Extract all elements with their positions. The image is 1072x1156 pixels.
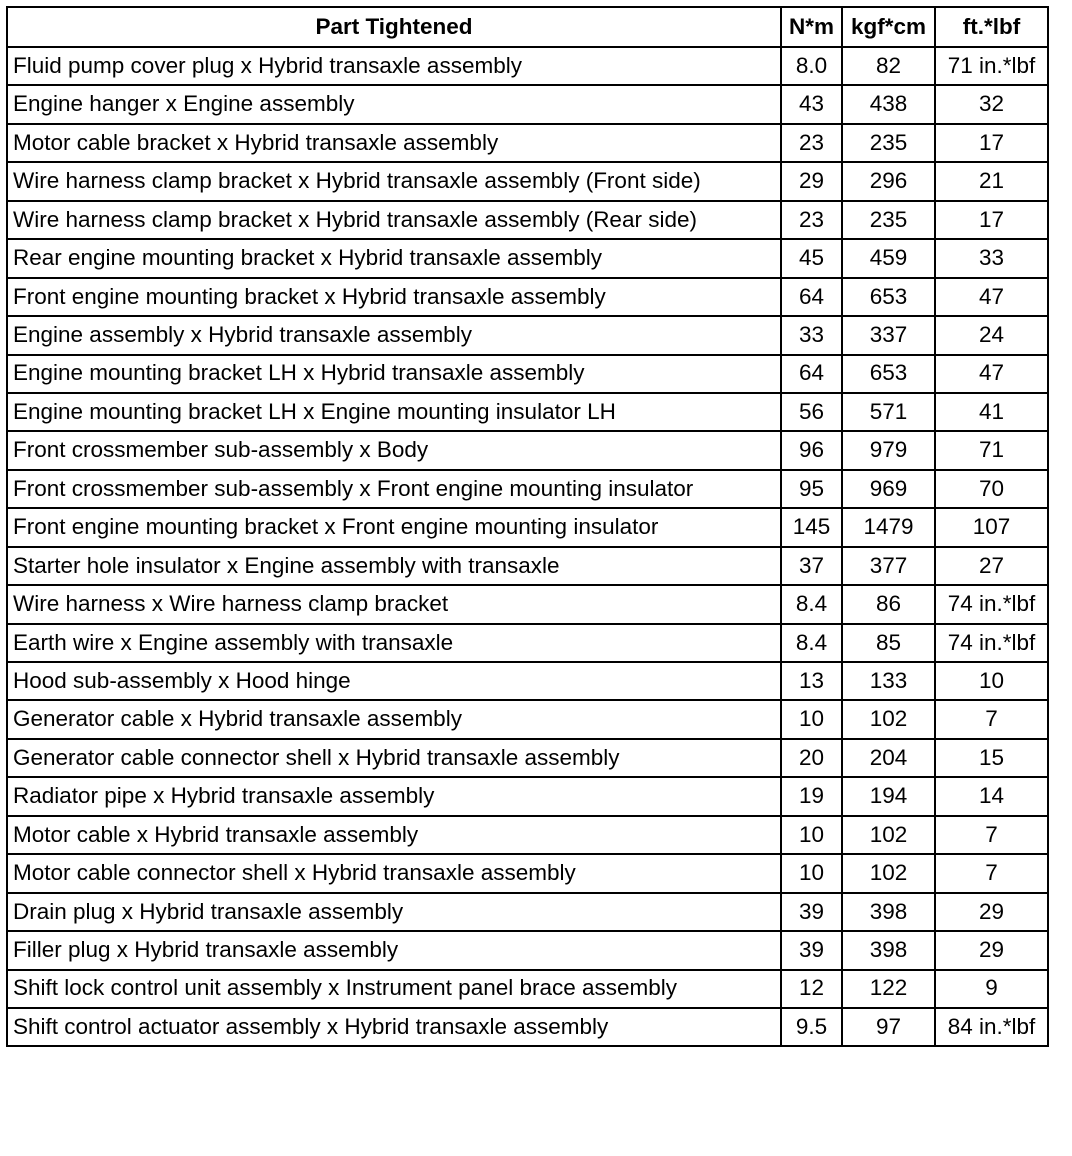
table-row	[7, 662, 1048, 700]
nm-cell: 39	[781, 893, 842, 931]
part-cell: Motor cable x Hybrid transaxle assembly	[7, 816, 781, 854]
kgf-cm-cell: 97	[842, 1008, 935, 1046]
ft-lbf-cell: 24	[935, 316, 1048, 354]
ft-lbf-cell: 21	[935, 162, 1048, 200]
nm-cell: 64	[781, 278, 842, 316]
kgf-cm-cell: 337	[842, 316, 935, 354]
kgf-cm-cell: 1479	[842, 508, 935, 546]
part-cell: Wire harness clamp bracket x Hybrid transaxle assembly (Front side)	[7, 162, 781, 200]
header-kgf-cm: kgf*cm	[842, 7, 935, 47]
kgf-cm-cell: 398	[842, 893, 935, 931]
table-row	[7, 47, 1048, 85]
kgf-cm-cell: 86	[842, 585, 935, 623]
nm-cell: 23	[781, 201, 842, 239]
part-cell: Front crossmember sub-assembly x Body	[7, 431, 781, 469]
part-cell: Front engine mounting bracket x Front engine mounting insulator	[7, 508, 781, 546]
nm-cell: 45	[781, 239, 842, 277]
table-row	[7, 162, 1048, 200]
kgf-cm-cell: 296	[842, 162, 935, 200]
ft-lbf-cell: 29	[935, 893, 1048, 931]
kgf-cm-cell: 122	[842, 970, 935, 1008]
nm-cell: 10	[781, 854, 842, 892]
kgf-cm-cell: 102	[842, 700, 935, 738]
table-row	[7, 1008, 1048, 1046]
table-row	[7, 201, 1048, 239]
nm-cell: 23	[781, 124, 842, 162]
ft-lbf-cell: 32	[935, 85, 1048, 123]
part-cell: Engine mounting bracket LH x Engine mounting insulator LH	[7, 393, 781, 431]
header-row	[7, 7, 1048, 47]
nm-cell: 19	[781, 777, 842, 815]
table-row	[7, 470, 1048, 508]
kgf-cm-cell: 459	[842, 239, 935, 277]
part-cell: Shift lock control unit assembly x Instrument panel brace assembly	[7, 970, 781, 1008]
table-row	[7, 239, 1048, 277]
part-cell: Filler plug x Hybrid transaxle assembly	[7, 931, 781, 969]
table-body	[7, 47, 1048, 1046]
table-row	[7, 931, 1048, 969]
ft-lbf-cell: 74 in.*lbf	[935, 585, 1048, 623]
table-row	[7, 316, 1048, 354]
kgf-cm-cell: 82	[842, 47, 935, 85]
kgf-cm-cell: 85	[842, 624, 935, 662]
ft-lbf-cell: 41	[935, 393, 1048, 431]
table-row	[7, 547, 1048, 585]
part-cell: Generator cable x Hybrid transaxle assembly	[7, 700, 781, 738]
ft-lbf-cell: 15	[935, 739, 1048, 777]
table-row	[7, 816, 1048, 854]
part-cell: Engine mounting bracket LH x Hybrid transaxle assembly	[7, 355, 781, 393]
ft-lbf-cell: 7	[935, 700, 1048, 738]
part-cell: Shift control actuator assembly x Hybrid transaxle assembly	[7, 1008, 781, 1046]
kgf-cm-cell: 571	[842, 393, 935, 431]
ft-lbf-cell: 107	[935, 508, 1048, 546]
table-row	[7, 508, 1048, 546]
ft-lbf-cell: 70	[935, 470, 1048, 508]
nm-cell: 56	[781, 393, 842, 431]
ft-lbf-cell: 14	[935, 777, 1048, 815]
part-cell: Wire harness clamp bracket x Hybrid transaxle assembly (Rear side)	[7, 201, 781, 239]
nm-cell: 9.5	[781, 1008, 842, 1046]
ft-lbf-cell: 71 in.*lbf	[935, 47, 1048, 85]
table-row	[7, 970, 1048, 1008]
table-row	[7, 777, 1048, 815]
nm-cell: 12	[781, 970, 842, 1008]
ft-lbf-cell: 47	[935, 355, 1048, 393]
part-cell: Drain plug x Hybrid transaxle assembly	[7, 893, 781, 931]
torque-spec-table	[6, 6, 1049, 1047]
table-row	[7, 393, 1048, 431]
table-row	[7, 355, 1048, 393]
nm-cell: 145	[781, 508, 842, 546]
ft-lbf-cell: 47	[935, 278, 1048, 316]
nm-cell: 43	[781, 85, 842, 123]
kgf-cm-cell: 204	[842, 739, 935, 777]
table-row	[7, 85, 1048, 123]
nm-cell: 8.4	[781, 624, 842, 662]
part-cell: Rear engine mounting bracket x Hybrid transaxle assembly	[7, 239, 781, 277]
table-row	[7, 893, 1048, 931]
ft-lbf-cell: 74 in.*lbf	[935, 624, 1048, 662]
kgf-cm-cell: 653	[842, 355, 935, 393]
part-cell: Front engine mounting bracket x Hybrid transaxle assembly	[7, 278, 781, 316]
kgf-cm-cell: 235	[842, 124, 935, 162]
ft-lbf-cell: 17	[935, 201, 1048, 239]
part-cell: Generator cable connector shell x Hybrid transaxle assembly	[7, 739, 781, 777]
nm-cell: 33	[781, 316, 842, 354]
header-nm: N*m	[781, 7, 842, 47]
nm-cell: 37	[781, 547, 842, 585]
nm-cell: 29	[781, 162, 842, 200]
ft-lbf-cell: 71	[935, 431, 1048, 469]
header-part-tightened: Part Tightened	[7, 7, 781, 47]
ft-lbf-cell: 7	[935, 854, 1048, 892]
part-cell: Engine assembly x Hybrid transaxle assembly	[7, 316, 781, 354]
kgf-cm-cell: 235	[842, 201, 935, 239]
part-cell: Radiator pipe x Hybrid transaxle assembly	[7, 777, 781, 815]
kgf-cm-cell: 102	[842, 854, 935, 892]
table-row	[7, 739, 1048, 777]
nm-cell: 39	[781, 931, 842, 969]
kgf-cm-cell: 194	[842, 777, 935, 815]
nm-cell: 96	[781, 431, 842, 469]
kgf-cm-cell: 398	[842, 931, 935, 969]
table-row	[7, 431, 1048, 469]
kgf-cm-cell: 969	[842, 470, 935, 508]
kgf-cm-cell: 377	[842, 547, 935, 585]
table-row	[7, 854, 1048, 892]
nm-cell: 13	[781, 662, 842, 700]
kgf-cm-cell: 653	[842, 278, 935, 316]
part-cell: Starter hole insulator x Engine assembly with transaxle	[7, 547, 781, 585]
nm-cell: 10	[781, 700, 842, 738]
table-row	[7, 585, 1048, 623]
nm-cell: 20	[781, 739, 842, 777]
ft-lbf-cell: 33	[935, 239, 1048, 277]
ft-lbf-cell: 29	[935, 931, 1048, 969]
table-row	[7, 278, 1048, 316]
nm-cell: 8.4	[781, 585, 842, 623]
part-cell: Wire harness x Wire harness clamp bracket	[7, 585, 781, 623]
kgf-cm-cell: 438	[842, 85, 935, 123]
table-row	[7, 700, 1048, 738]
part-cell: Fluid pump cover plug x Hybrid transaxle assembly	[7, 47, 781, 85]
kgf-cm-cell: 102	[842, 816, 935, 854]
part-cell: Engine hanger x Engine assembly	[7, 85, 781, 123]
part-cell: Motor cable bracket x Hybrid transaxle assembly	[7, 124, 781, 162]
ft-lbf-cell: 10	[935, 662, 1048, 700]
table-row	[7, 124, 1048, 162]
table-row	[7, 624, 1048, 662]
ft-lbf-cell: 84 in.*lbf	[935, 1008, 1048, 1046]
kgf-cm-cell: 133	[842, 662, 935, 700]
nm-cell: 95	[781, 470, 842, 508]
part-cell: Front crossmember sub-assembly x Front engine mounting insulator	[7, 470, 781, 508]
nm-cell: 8.0	[781, 47, 842, 85]
header-ft-lbf: ft.*lbf	[935, 7, 1048, 47]
nm-cell: 64	[781, 355, 842, 393]
part-cell: Earth wire x Engine assembly with transaxle	[7, 624, 781, 662]
kgf-cm-cell: 979	[842, 431, 935, 469]
ft-lbf-cell: 17	[935, 124, 1048, 162]
ft-lbf-cell: 9	[935, 970, 1048, 1008]
part-cell: Motor cable connector shell x Hybrid transaxle assembly	[7, 854, 781, 892]
ft-lbf-cell: 27	[935, 547, 1048, 585]
nm-cell: 10	[781, 816, 842, 854]
ft-lbf-cell: 7	[935, 816, 1048, 854]
part-cell: Hood sub-assembly x Hood hinge	[7, 662, 781, 700]
